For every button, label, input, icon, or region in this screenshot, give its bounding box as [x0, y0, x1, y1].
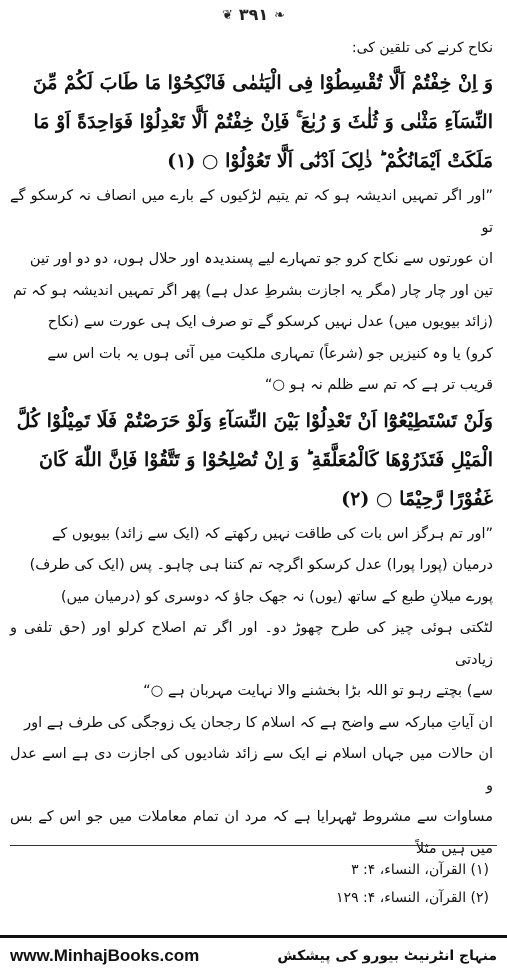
translation-line: لٹکتی ہوئی چیز کی طرح چھوڑ دو۔ اور اگر تم اصلاح کرلو اور (حق تلفی و زیادتی: [10, 620, 493, 668]
verse-line: غَفُوْرًا رَّحِیْمًا ○ (۲): [341, 487, 493, 510]
page-number: ۳۹۱: [238, 5, 269, 24]
translation-line: سے) بچتے رہو تو اللہ بڑا بخشنے والا نہایت مہربان ہے ○“: [143, 683, 493, 699]
translation-line: کرو) یا وہ کنیزیں جو (شرعاً) تمہاری ملکیت میں آئی ہوں یہ بات اس سے: [47, 345, 493, 362]
translation-line: ان عورتوں سے نکاح کرو جو تمہارے لیے پسندیدہ اور حلال ہوں، دو دو اور تین: [29, 251, 493, 267]
verse-line: وَ اِنْ خِفْتُمْ اَلَّا تُقْسِطُوْا فِی الْیَتٰمٰی فَانْکِحُوْا مَا طَابَ لَکُمْ مِّنَ: [32, 72, 493, 94]
page-body: [10, 36, 493, 865]
translation-line: پورے میلانِ طبع کے ساتھ (یوں) نہ جھک جاؤ کہ دوسری کو (درمیان میں): [60, 588, 493, 605]
footnote-1: (۱) القرآن، النساء، ۴: ۳: [351, 862, 489, 878]
ornament-left-icon: ❦: [221, 7, 233, 23]
translation-line: قریب تر ہے کہ تم سے ظلم نہ ہو ○“: [264, 377, 493, 393]
footnote-divider: [10, 845, 497, 846]
paragraph-line: مساوات سے مشروط ٹھہرایا ہے کہ مرد ان تمام معاملات میں جو اس کے بس میں ہیں مثلاً: [10, 809, 493, 857]
verse-line: النِّسَآءِ مَثْنٰی وَ ثُلٰثَ وَ رُبٰعَ ۚ فَاِنْ خِفْتُمْ اَلَّا تَعْدِلُوْا فَوَاحِدَةً اَوْ مَا: [33, 111, 493, 133]
ornament-right-icon: ❧: [274, 7, 286, 23]
paragraph-line: ان حالات میں جہاں اسلام نے ایک سے زائد شادیوں کی اجازت دی ہے اسے عدل و: [10, 746, 493, 794]
translation-line: ”اور اگر تمہیں اندیشہ ہو کہ تم یتیم لڑکیوں کے بارے میں انصاف نہ کرسکو گے تو: [10, 188, 493, 236]
quran-verse-1: [10, 64, 493, 181]
section-heading: نکاح کرنے کی تلقین کی:: [351, 40, 493, 56]
footnote-2: (۲) القرآن، النساء، ۴: ۱۲۹: [336, 890, 489, 906]
translation-2: [10, 519, 493, 708]
translation-line: تین اور چار چار (مگر یہ اجازت بشرطِ عدل ہے) پھر اگر تمہیں اندیشہ ہو کہ تم: [12, 282, 493, 299]
quran-verse-2: [10, 402, 493, 519]
paragraph-line: ان آیاتِ مبارکہ سے واضح ہے کہ اسلام کا رجحان یک زوجگی کی طرف ہے اور: [24, 714, 493, 731]
translation-line: درمیان (پورا پورا) عدل کرسکو اگرچہ تم کتنا ہی چاہو۔ پس (ایک کی طرف): [29, 557, 493, 573]
translation-line: (زائد بیویوں میں) عدل نہیں کرسکو گے تو صرف ایک ہی عورت سے (نکاح: [47, 314, 493, 330]
website-link[interactable]: www.MinhajBooks.com: [10, 946, 200, 965]
verse-line: الْمَیْلِ فَتَذَرُوْهَا کَالْمُعَلَّقَةِ ؕ وَ اِنْ تُصْلِحُوْا وَ تَتَّقُوْا فَاِنَّ اللّٰهَ کَانَ: [38, 448, 493, 471]
page-footer: [10, 941, 497, 971]
publisher-credit: منہاج انٹرنیٹ بیورو کی پیشکش: [277, 948, 497, 964]
page-number-ornament: [222, 5, 285, 25]
verse-line: مَلَکَتْ اَیْمَانُکُمْ ؕ ذٰلِکَ اَدْنٰٓی اَلَّا تَعُوْلُوْا ○ (۱): [167, 150, 493, 172]
translation-line: ”اور تم ہرگز اس بات کی طاقت نہیں رکھتے کہ (ایک سے زائد) بیویوں کے: [51, 525, 493, 542]
body-paragraph: [10, 708, 493, 866]
footnotes: [10, 856, 489, 912]
translation-1: [10, 181, 493, 402]
page-header: [0, 0, 507, 30]
verse-line: وَلَنْ تَسْتَطِیْعُوْٓا اَنْ تَعْدِلُوْا بَیْنَ النِّسَآءِ وَلَوْ حَرَصْتُمْ فَلَا تَمِیْلُوْا کُلَّ: [16, 409, 493, 432]
